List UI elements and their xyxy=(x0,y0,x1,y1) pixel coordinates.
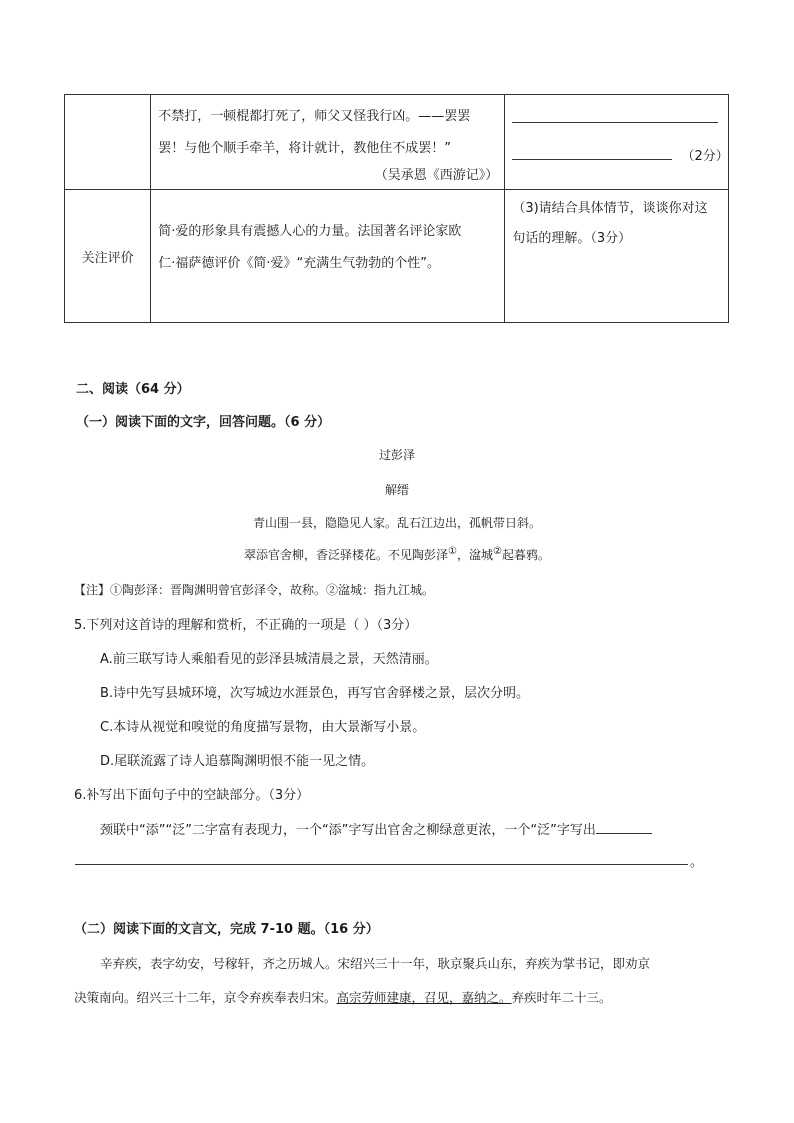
poem-line1: 青山围一县，隐隐见人家。乱石江边出，孤帆带日斜。 xyxy=(252,516,541,530)
q6-stem: 6.补写出下面句子中的空缺部分。（3分） xyxy=(74,788,310,803)
q5-option-c[interactable]: C.本诗从视觉和嗅觉的角度描写景物，由大景渐写小景。 xyxy=(100,720,426,735)
poem-title: 过彭泽 xyxy=(378,448,415,462)
q6-sentence: 颈联中“添”“泛”二字富有表现力，一个“添”字写出官舍之柳绿意更浓，一个“泛”字写出 xyxy=(100,823,596,838)
poem-line2-part-a: 翠添官舍柳，香泛驿楼花。不见陶彭泽 xyxy=(244,548,449,562)
poem-note: 【注】①陶彭泽：晋陶渊明曾官彭泽令，故称。②湓城：指九江城。 xyxy=(74,583,435,597)
table-row xyxy=(65,95,729,190)
answer-blank-line[interactable] xyxy=(512,122,718,123)
row1-text-cell xyxy=(151,95,505,190)
row1-answer-cell xyxy=(505,95,729,190)
row1-text-line1: 不禁打，一顿棍都打死了，师父又怪我行凶。——罢罢 xyxy=(158,109,471,124)
poem-line2 xyxy=(0,546,794,563)
part2-heading: （二）阅读下面的文言文，完成 7-10 题。（16 分） xyxy=(74,922,379,937)
q5-option-d[interactable]: D.尾联流露了诗人追慕陶渊明恨不能一见之情。 xyxy=(100,754,375,769)
row2-text-line1: 简·爱的形象具有震撼人心的力量。法国著名评论家欧 xyxy=(158,224,462,239)
section-heading: 二、阅读（64 分） xyxy=(76,382,190,397)
row2-question-line2: 句话的理解。（3分） xyxy=(512,231,632,246)
q5-option-b[interactable]: B.诗中先写县城环境，次写城边水涯景色，再写官舍驿楼之景，层次分明。 xyxy=(100,686,530,701)
row2-label: 关注评价 xyxy=(81,250,134,266)
q6-end: 。 xyxy=(690,855,704,870)
row1-label-cell xyxy=(65,95,151,190)
passage-line1: 辛弃疾，表字幼安，号稼轩，齐之历城人。宋绍兴三十一年，耿京聚兵山东，弃疾为掌书记，即劝京 xyxy=(100,956,651,971)
q6-text xyxy=(100,819,652,838)
passage-underlined-sentence: 高宗劳师建康，召见，嘉纳之。 xyxy=(336,990,512,1005)
passage-line2 xyxy=(74,988,612,1006)
row2-text-cell xyxy=(151,190,505,323)
part1-heading: （一）阅读下面的文字，回答问题。（6 分） xyxy=(76,415,331,430)
row1-score: （2分） xyxy=(681,149,729,164)
answer-blank-line[interactable] xyxy=(512,159,671,160)
row1-text-line2: 罢！与他个顺手牵羊，将计就计，教他住不成罢！” xyxy=(158,141,451,156)
row2-text-line2: 仁·福萨德评价《简·爱》“充满生气勃勃的个性”。 xyxy=(158,256,440,271)
note-mark-2: ② xyxy=(493,546,502,557)
poem-line2-part-b: ，湓城 xyxy=(456,548,493,562)
q5-option-a[interactable]: A.前三联写诗人乘船看见的彭泽县城清晨之景，天然清丽。 xyxy=(100,652,438,667)
note-mark-1: ① xyxy=(448,546,457,557)
info-table xyxy=(64,94,729,323)
row2-label-cell xyxy=(65,190,151,323)
q6-blank-inline[interactable] xyxy=(596,821,652,834)
poem-author: 解缙 xyxy=(384,483,409,497)
table-row xyxy=(65,190,729,323)
passage-line2-part-b: 弃疾时年二十三。 xyxy=(511,990,612,1005)
q6-answer-line[interactable] xyxy=(75,864,688,865)
passage-line2-part-a: 决策南向。绍兴三十二年，京令弃疾奉表归宋。 xyxy=(74,990,337,1005)
q5-stem: 5.下列对这首诗的理解和赏析，不正确的一项是（ ）（3分） xyxy=(74,618,418,633)
row2-question-line1: （3)请结合具体情节，谈谈你对这 xyxy=(512,201,708,216)
poem-line2-part-c: 起暮鸦。 xyxy=(501,548,550,562)
row1-citation: （吴承恩《西游记》） xyxy=(374,168,499,183)
row2-question-cell xyxy=(505,190,729,323)
